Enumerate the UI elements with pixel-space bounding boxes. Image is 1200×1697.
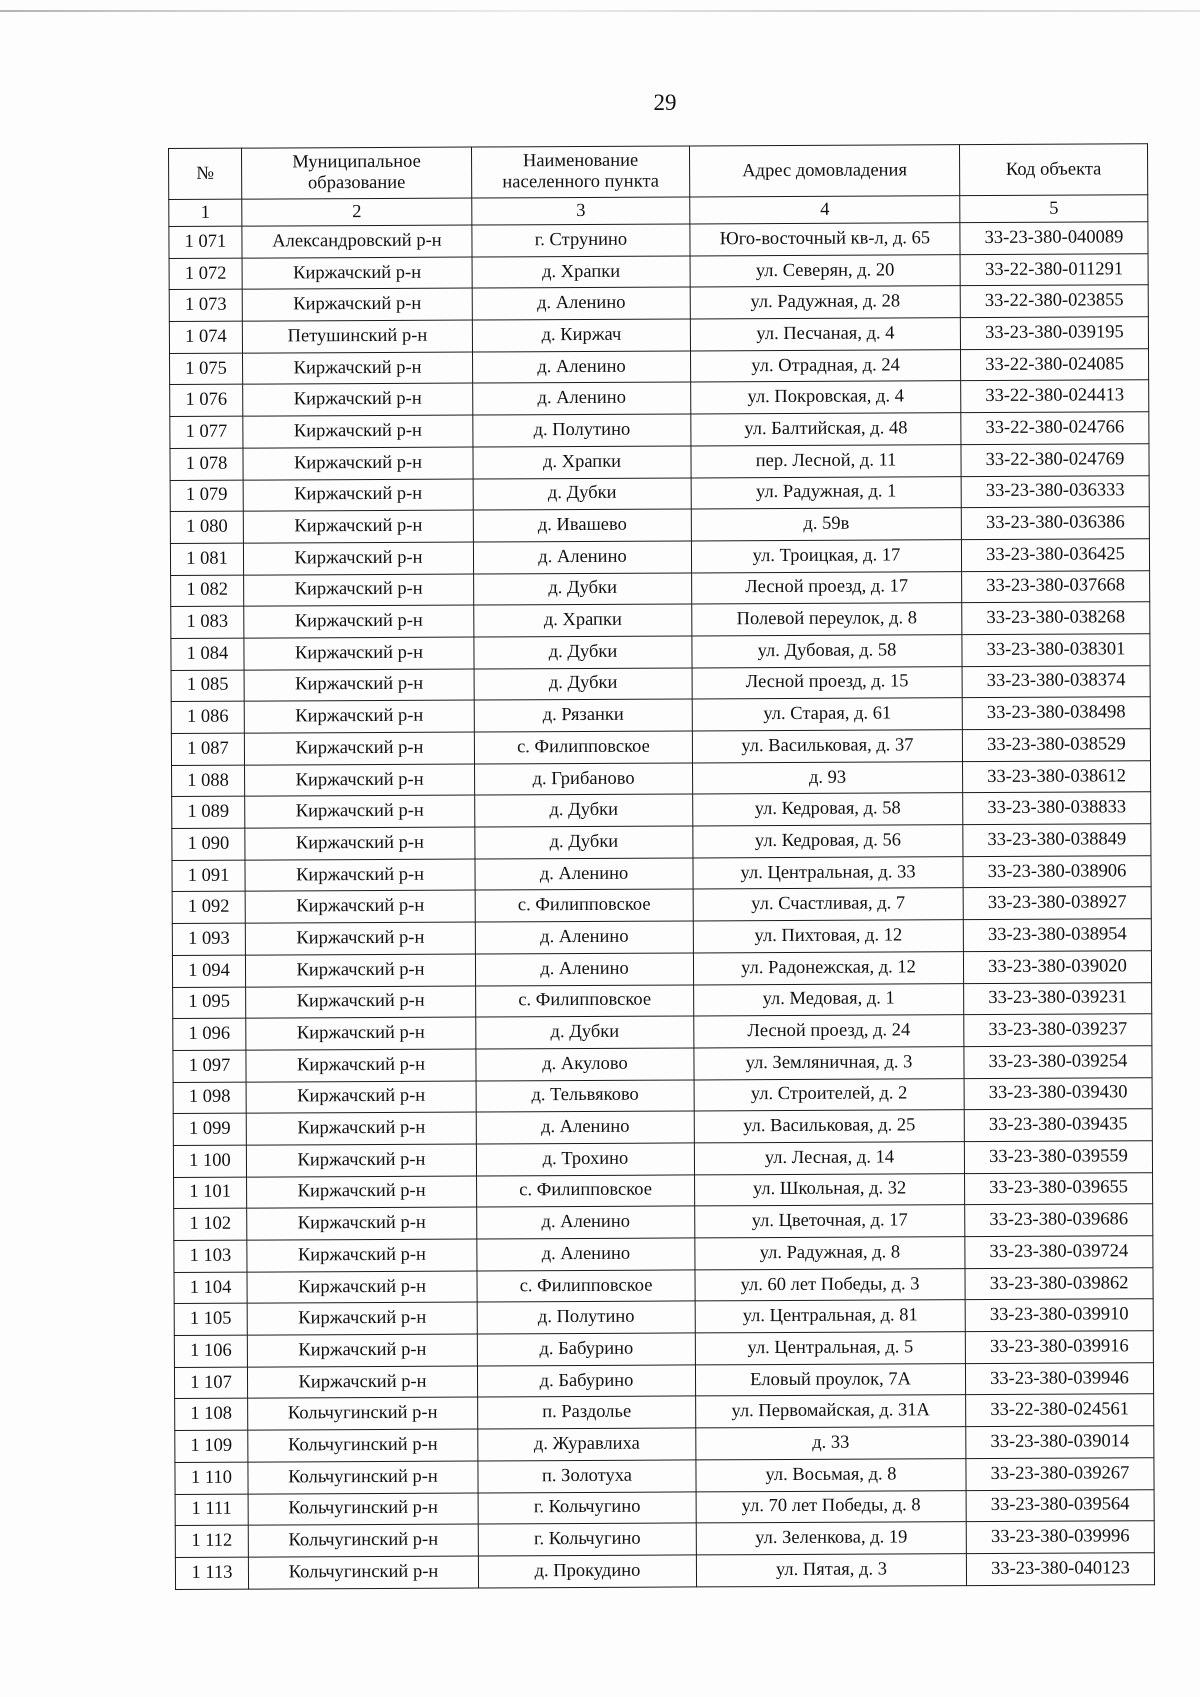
cell-object-code: 33-23-380-039862: [965, 1267, 1153, 1300]
cell-address: Полевой переулок, д. 8: [692, 603, 962, 636]
cell-number: 1 097: [173, 1050, 246, 1082]
cell-municipality: Киржачский р-н: [242, 288, 472, 321]
table-header-row: [169, 144, 1148, 200]
cell-municipality: Киржачский р-н: [245, 890, 475, 923]
cell-object-code: 33-23-380-038612: [963, 760, 1151, 793]
cell-number: 1 076: [170, 385, 243, 417]
column-number: 1: [169, 199, 242, 226]
cell-number: 1 101: [174, 1177, 247, 1209]
table-row: [172, 951, 1151, 987]
cell-number: 1 092: [172, 892, 245, 924]
cell-number: 1 075: [170, 353, 243, 385]
cell-address: ул. Песчаная, д. 4: [690, 318, 960, 351]
cell-settlement: д. Дубки: [475, 826, 693, 859]
cell-settlement: д. Дубки: [475, 794, 693, 827]
cell-object-code: 33-23-380-038927: [963, 887, 1151, 920]
cell-settlement: д. Дубки: [474, 636, 692, 669]
cell-object-code: 33-23-380-039655: [965, 1172, 1153, 1205]
cell-settlement: с. Филипповское: [475, 889, 693, 922]
table-row: [169, 222, 1148, 258]
cell-object-code: 33-23-380-038954: [963, 919, 1151, 952]
cell-number: 1 079: [170, 480, 243, 512]
objects-table: [168, 143, 1155, 1589]
cell-address: Еловый проулок, 7А: [695, 1363, 965, 1396]
cell-address: ул. Васильковая, д. 25: [694, 1110, 964, 1143]
cell-settlement: д. Аленино: [477, 1238, 695, 1271]
cell-object-code: 33-23-380-036386: [961, 507, 1149, 540]
table-row: [174, 1299, 1153, 1335]
cell-number: 1 099: [173, 1113, 246, 1145]
column-number: 5: [960, 195, 1148, 223]
cell-address: ул. Медовая, д. 1: [694, 983, 964, 1016]
cell-address: ул. Отрадная, д. 24: [690, 349, 960, 382]
cell-address: ул. Покровская, д. 4: [691, 381, 961, 414]
cell-settlement: д. Дубки: [473, 477, 691, 510]
cell-settlement: с. Филипповское: [476, 984, 694, 1017]
cell-settlement: д. Аленино: [476, 1111, 694, 1144]
table-row: [174, 1331, 1153, 1367]
cell-number: 1 109: [175, 1430, 248, 1462]
cell-number: 1 077: [170, 416, 243, 448]
table-row: [172, 792, 1151, 828]
table-row: [172, 760, 1151, 796]
table-body: [169, 222, 1155, 1589]
table-row: [175, 1458, 1154, 1494]
cell-settlement: д. Аленино: [475, 858, 693, 891]
cell-municipality: Киржачский р-н: [246, 986, 476, 1019]
cell-municipality: Киржачский р-н: [247, 1239, 477, 1272]
cell-municipality: Кольчугинский р-н: [248, 1524, 478, 1557]
cell-number: 1 081: [170, 543, 243, 575]
cell-municipality: Киржачский р-н: [245, 922, 475, 955]
cell-number: 1 108: [175, 1399, 248, 1431]
cell-address: ул. Радужная, д. 28: [690, 286, 960, 319]
cell-settlement: д. Бабурино: [477, 1333, 695, 1366]
cell-address: д. 33: [696, 1427, 966, 1460]
cell-municipality: Киржачский р-н: [246, 1144, 476, 1177]
cell-address: пер. Лесной, д. 11: [691, 444, 961, 477]
cell-object-code: 33-23-380-040123: [966, 1553, 1154, 1586]
cell-municipality: Кольчугинский р-н: [248, 1493, 478, 1526]
cell-address: ул. Северян, д. 20: [690, 254, 960, 287]
cell-municipality: Киржачский р-н: [244, 669, 474, 702]
cell-municipality: Киржачский р-н: [243, 510, 473, 543]
header-object-code: Код объекта: [959, 144, 1147, 196]
table-row: [171, 602, 1150, 638]
cell-settlement: п. Золотуха: [478, 1460, 696, 1493]
cell-number: 1 087: [171, 733, 244, 765]
cell-address: ул. Первомайская, д. 31А: [696, 1395, 966, 1428]
table-row: [170, 507, 1149, 543]
cell-municipality: Киржачский р-н: [243, 447, 473, 480]
cell-address: ул. Центральная, д. 33: [693, 856, 963, 889]
cell-settlement: д. Храпки: [473, 446, 691, 479]
cell-number: 1 103: [174, 1240, 247, 1272]
cell-address: ул. Центральная, д. 5: [695, 1332, 965, 1365]
cell-number: 1 089: [172, 797, 245, 829]
cell-object-code: 33-23-380-038374: [962, 665, 1150, 698]
cell-number: 1 071: [169, 226, 242, 258]
cell-number: 1 107: [174, 1367, 247, 1399]
cell-object-code: 33-23-380-039686: [965, 1204, 1153, 1237]
cell-address: ул. Старая, д. 61: [692, 698, 962, 731]
cell-number: 1 110: [175, 1462, 248, 1494]
cell-number: 1 082: [171, 575, 244, 607]
table-row: [174, 1236, 1153, 1272]
table-row: [170, 412, 1149, 448]
cell-municipality: Киржачский р-н: [247, 1302, 477, 1335]
table-row: [173, 1077, 1152, 1113]
cell-settlement: д. Прокудино: [478, 1555, 696, 1588]
cell-municipality: Киржачский р-н: [244, 700, 474, 733]
cell-object-code: 33-23-380-038906: [963, 855, 1151, 888]
cell-address: ул. Радужная, д. 1: [691, 476, 961, 509]
table-row: [173, 1141, 1152, 1177]
table-row: [169, 317, 1148, 353]
cell-municipality: Киржачский р-н: [247, 1366, 477, 1399]
cell-number: 1 088: [172, 765, 245, 797]
header-number: №: [169, 148, 242, 199]
cell-settlement: д. Аленино: [472, 287, 690, 320]
cell-address: ул. Школьная, д. 32: [695, 1173, 965, 1206]
cell-address: д. 59в: [691, 508, 961, 541]
cell-number: 1 100: [173, 1145, 246, 1177]
cell-address: ул. Радужная, д. 8: [695, 1237, 965, 1270]
cell-settlement: с. Филипповское: [474, 731, 692, 764]
cell-settlement: д. Грибаново: [475, 763, 693, 796]
table-row: [172, 824, 1151, 860]
cell-number: 1 113: [175, 1557, 248, 1589]
cell-address: ул. Цветочная, д. 17: [695, 1205, 965, 1238]
cell-object-code: 33-23-380-040089: [960, 222, 1148, 255]
cell-object-code: 33-22-380-024561: [966, 1394, 1154, 1427]
cell-address: ул. Центральная, д. 81: [695, 1300, 965, 1333]
table-row: [175, 1521, 1154, 1557]
cell-object-code: 33-22-380-011291: [960, 253, 1148, 286]
cell-address: ул. Васильковая, д. 37: [692, 730, 962, 763]
cell-settlement: д. Бабурино: [477, 1365, 695, 1398]
cell-number: 1 085: [171, 670, 244, 702]
cell-address: ул. Лесная, д. 14: [694, 1142, 964, 1175]
cell-settlement: г. Кольчугино: [478, 1523, 696, 1556]
cell-number: 1 098: [173, 1082, 246, 1114]
cell-number: 1 094: [172, 955, 245, 987]
cell-object-code: 33-23-380-038498: [962, 697, 1150, 730]
table-row: [171, 729, 1150, 765]
cell-settlement: д. Аленино: [472, 351, 690, 384]
cell-number: 1 086: [171, 701, 244, 733]
cell-number: 1 083: [171, 606, 244, 638]
header-address: Адрес домовладения: [689, 145, 959, 197]
header-settlement: Наименование населенного пункта: [471, 146, 689, 198]
cell-settlement: с. Филипповское: [477, 1270, 695, 1303]
table-row: [170, 539, 1149, 575]
cell-municipality: Киржачский р-н: [245, 859, 475, 892]
cell-settlement: д. Храпки: [474, 604, 692, 637]
cell-address: ул. Пятая, д. 3: [696, 1553, 966, 1586]
table-row: [170, 444, 1149, 480]
cell-object-code: 33-22-380-023855: [960, 285, 1148, 318]
cell-object-code: 33-23-380-039910: [965, 1299, 1153, 1332]
cell-address: Юго-восточный кв-л, д. 65: [690, 223, 960, 256]
cell-municipality: Киржачский р-н: [247, 1271, 477, 1304]
cell-municipality: Киржачский р-н: [247, 1207, 477, 1240]
table-row: [172, 855, 1151, 891]
cell-settlement: с. Филипповское: [477, 1175, 695, 1208]
cell-settlement: д. Полутино: [477, 1301, 695, 1334]
cell-number: 1 106: [174, 1335, 247, 1367]
cell-settlement: г. Струнино: [472, 224, 690, 257]
cell-municipality: Киржачский р-н: [245, 764, 475, 797]
cell-address: ул. Строителей, д. 2: [694, 1078, 964, 1111]
cell-municipality: Киржачский р-н: [243, 542, 473, 575]
cell-municipality: Киржачский р-н: [244, 732, 474, 765]
cell-object-code: 33-23-380-039559: [964, 1141, 1152, 1174]
cell-address: ул. Дубовая, д. 58: [692, 635, 962, 668]
cell-municipality: Киржачский р-н: [242, 257, 472, 290]
cell-address: ул. Восьмая, д. 8: [696, 1458, 966, 1491]
cell-municipality: Киржачский р-н: [244, 637, 474, 670]
cell-settlement: д. Рязанки: [474, 699, 692, 732]
cell-address: ул. Радонежская, д. 12: [693, 951, 963, 984]
cell-object-code: 33-23-380-039267: [966, 1458, 1154, 1491]
cell-settlement: д. Тельвяково: [476, 1080, 694, 1113]
cell-municipality: Кольчугинский р-н: [248, 1556, 478, 1589]
column-number: 2: [242, 198, 472, 226]
cell-settlement: д. Акулово: [476, 1048, 694, 1081]
cell-settlement: д. Аленино: [473, 382, 691, 415]
cell-object-code: 33-23-380-036425: [961, 539, 1149, 572]
cell-object-code: 33-23-380-038849: [963, 824, 1151, 857]
cell-object-code: 33-23-380-039724: [965, 1236, 1153, 1269]
cell-object-code: 33-23-380-039916: [965, 1331, 1153, 1364]
cell-object-code: 33-23-380-039020: [963, 951, 1151, 984]
cell-object-code: 33-23-380-039996: [966, 1521, 1154, 1554]
cell-number: 1 084: [171, 638, 244, 670]
cell-address: ул. 60 лет Победы, д. 3: [695, 1268, 965, 1301]
cell-municipality: Киржачский р-н: [247, 1176, 477, 1209]
cell-object-code: 33-22-380-024413: [961, 380, 1149, 413]
cell-municipality: Киржачский р-н: [245, 795, 475, 828]
cell-address: ул. Зеленкова, д. 19: [696, 1522, 966, 1555]
cell-object-code: 33-23-380-039231: [964, 982, 1152, 1015]
table-row: [171, 570, 1150, 606]
table-row: [172, 919, 1151, 955]
cell-settlement: д. Дубки: [474, 668, 692, 701]
cell-number: 1 096: [173, 1018, 246, 1050]
cell-object-code: 33-23-380-037668: [962, 570, 1150, 603]
table-row: [174, 1204, 1153, 1240]
cell-object-code: 33-23-380-039435: [964, 1109, 1152, 1142]
cell-number: 1 105: [174, 1304, 247, 1336]
table-row: [169, 253, 1148, 289]
cell-number: 1 072: [169, 258, 242, 290]
cell-object-code: 33-23-380-038529: [962, 729, 1150, 762]
cell-settlement: д. Дубки: [474, 573, 692, 606]
cell-municipality: Кольчугинский р-н: [248, 1397, 478, 1430]
cell-number: 1 111: [175, 1494, 248, 1526]
table-row: [174, 1362, 1153, 1398]
cell-number: 1 093: [172, 923, 245, 955]
cell-number: 1 112: [175, 1525, 248, 1557]
cell-address: ул. Земляничная, д. 3: [694, 1046, 964, 1079]
cell-municipality: Киржачский р-н: [243, 352, 473, 385]
cell-address: ул. 70 лет Победы, д. 8: [696, 1490, 966, 1523]
table-row: [173, 1014, 1152, 1050]
cell-number: 1 078: [170, 448, 243, 480]
cell-settlement: д. Ивашево: [473, 509, 691, 542]
table-row: [175, 1426, 1154, 1462]
table-row: [171, 697, 1150, 733]
cell-settlement: д. Трохино: [476, 1143, 694, 1176]
cell-address: Лесной проезд, д. 17: [692, 571, 962, 604]
cell-number: 1 091: [172, 860, 245, 892]
cell-settlement: п. Раздолье: [478, 1396, 696, 1429]
cell-address: ул. Кедровая, д. 56: [693, 825, 963, 858]
cell-object-code: 33-23-380-038301: [962, 634, 1150, 667]
cell-object-code: 33-23-380-038833: [963, 792, 1151, 825]
cell-object-code: 33-23-380-039254: [964, 1046, 1152, 1079]
cell-settlement: д. Аленино: [475, 921, 693, 954]
cell-object-code: 33-23-380-039014: [966, 1426, 1154, 1459]
cell-municipality: Киржачский р-н: [244, 574, 474, 607]
cell-object-code: 33-23-380-036333: [961, 475, 1149, 508]
cell-address: Лесной проезд, д. 15: [692, 666, 962, 699]
cell-address: ул. Кедровая, д. 58: [693, 793, 963, 826]
cell-settlement: д. Дубки: [476, 1016, 694, 1049]
cell-number: 1 074: [169, 321, 242, 353]
cell-address: ул. Балтийская, д. 48: [691, 413, 961, 446]
cell-object-code: 33-23-380-038268: [962, 602, 1150, 635]
cell-settlement: д. Аленино: [473, 541, 691, 574]
cell-municipality: Кольчугинский р-н: [248, 1461, 478, 1494]
cell-municipality: Киржачский р-н: [246, 1049, 476, 1082]
cell-number: 1 090: [172, 828, 245, 860]
cell-settlement: д. Киржач: [472, 319, 690, 352]
table-row: [173, 1046, 1152, 1082]
cell-municipality: Киржачский р-н: [244, 605, 474, 638]
cell-object-code: 33-23-380-039946: [965, 1362, 1153, 1395]
table-row: [171, 634, 1150, 670]
table-row: [171, 665, 1150, 701]
cell-number: 1 102: [174, 1208, 247, 1240]
table-row: [173, 1109, 1152, 1145]
cell-municipality: Петушинский р-н: [242, 320, 472, 353]
cell-object-code: 33-23-380-039237: [964, 1014, 1152, 1047]
cell-address: д. 93: [693, 761, 963, 794]
cell-municipality: Киржачский р-н: [245, 954, 475, 987]
header-municipality: Муниципальное образование: [242, 147, 472, 199]
cell-object-code: 33-23-380-039430: [964, 1077, 1152, 1110]
cell-object-code: 33-23-380-039195: [960, 317, 1148, 350]
cell-number: 1 080: [170, 511, 243, 543]
cell-settlement: д. Аленино: [475, 953, 693, 986]
table-row: [175, 1553, 1154, 1589]
cell-municipality: Кольчугинский р-н: [248, 1429, 478, 1462]
cell-municipality: Киржачский р-н: [246, 1112, 476, 1145]
table-row: [174, 1267, 1153, 1303]
cell-municipality: Киржачский р-н: [245, 827, 475, 860]
cell-municipality: Киржачский р-н: [243, 479, 473, 512]
cell-settlement: д. Храпки: [472, 256, 690, 289]
cell-number: 1 095: [173, 987, 246, 1019]
cell-municipality: Киржачский р-н: [246, 1081, 476, 1114]
table-row: [172, 887, 1151, 923]
cell-municipality: Киржачский р-н: [247, 1334, 477, 1367]
table-row: [169, 285, 1148, 321]
cell-municipality: Киржачский р-н: [243, 415, 473, 448]
cell-municipality: Киржачский р-н: [243, 383, 473, 416]
scan-edge-line: [0, 10, 1200, 12]
cell-object-code: 33-23-380-039564: [966, 1489, 1154, 1522]
cell-settlement: г. Кольчугино: [478, 1491, 696, 1524]
cell-settlement: д. Полутино: [473, 414, 691, 447]
cell-address: ул. Пихтовая, д. 12: [693, 920, 963, 953]
cell-settlement: д. Аленино: [477, 1206, 695, 1239]
column-number: 3: [472, 197, 690, 225]
table-row: [175, 1394, 1154, 1430]
table-row: [174, 1172, 1153, 1208]
page-number: 29: [653, 90, 677, 115]
column-number: 4: [690, 196, 960, 224]
table-row: [170, 348, 1149, 384]
table-row: [170, 380, 1149, 416]
cell-object-code: 33-22-380-024085: [960, 348, 1148, 381]
cell-number: 1 073: [169, 290, 242, 322]
cell-address: ул. Счастливая, д. 7: [693, 888, 963, 921]
table-row: [170, 475, 1149, 511]
table-row: [175, 1489, 1154, 1525]
cell-municipality: Киржачский р-н: [246, 1017, 476, 1050]
cell-number: 1 104: [174, 1272, 247, 1304]
cell-address: ул. Троицкая, д. 17: [691, 540, 961, 573]
cell-address: Лесной проезд, д. 24: [694, 1015, 964, 1048]
table-row: [173, 982, 1152, 1018]
cell-object-code: 33-22-380-024769: [961, 444, 1149, 477]
cell-settlement: д. Журавлиха: [478, 1428, 696, 1461]
cell-object-code: 33-22-380-024766: [961, 412, 1149, 445]
cell-municipality: Александровский р-н: [242, 225, 472, 258]
